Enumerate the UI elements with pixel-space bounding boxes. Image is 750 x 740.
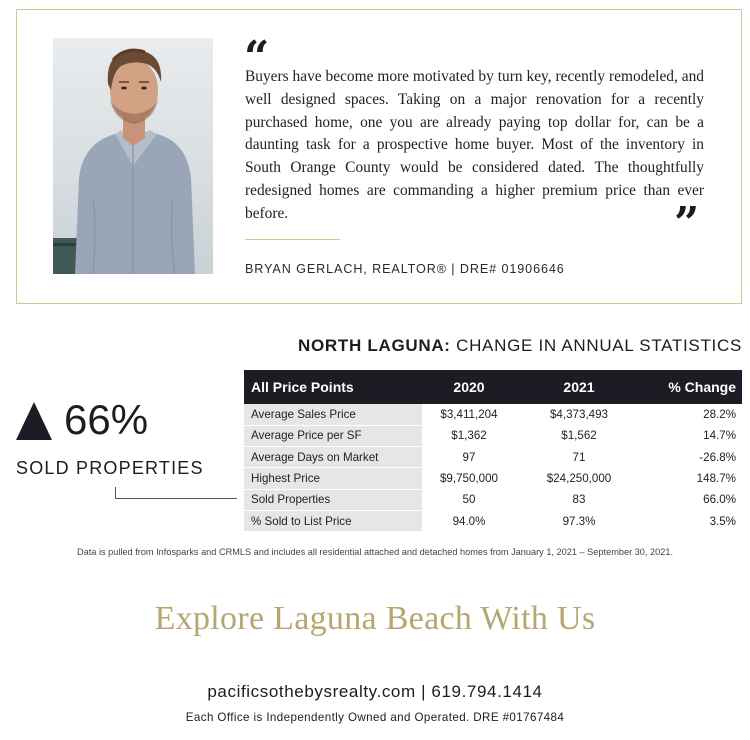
value-change: 3.5% bbox=[642, 510, 742, 531]
header-change: % Change bbox=[642, 370, 742, 404]
testimonial-text: Buyers have become more motivated by turn key, recently remodeled, and well designed spaces. Taking on a major renovation for a recently purchased home, one you are already paying top dollar for, can be a daunting task for a prospective home buyer. Most of the inventory in South Orange County would be considered dated. The thoughtfully redesigned homes are commanding a higher premium price than ever before. bbox=[245, 68, 704, 222]
value-2020: 94.0% bbox=[422, 510, 516, 531]
value-change: 148.7% bbox=[642, 468, 742, 489]
header-2020: 2020 bbox=[422, 370, 516, 404]
tagline: Explore Laguna Beach With Us bbox=[154, 600, 596, 637]
highlight-label: SOLD PROPERTIES bbox=[16, 458, 204, 478]
table-row bbox=[244, 404, 742, 425]
table-row bbox=[244, 510, 742, 531]
value-change: -26.8% bbox=[642, 447, 742, 468]
testimonial-card bbox=[16, 9, 742, 304]
value-change: 14.7% bbox=[642, 425, 742, 446]
header-price-points: All Price Points bbox=[244, 370, 422, 404]
value-2021: 83 bbox=[516, 489, 642, 510]
stats-title-area: NORTH LAGUNA: bbox=[298, 336, 451, 355]
agent-portrait-photo bbox=[53, 38, 213, 274]
close-quote-icon: ” bbox=[674, 198, 700, 249]
open-quote-icon: “ bbox=[244, 32, 270, 83]
row-label: % Sold to List Price bbox=[244, 510, 422, 531]
value-change: 66.0% bbox=[642, 489, 742, 510]
up-triangle-icon bbox=[16, 402, 52, 440]
value-2020: $3,411,204 bbox=[422, 404, 516, 425]
value-2020: $1,362 bbox=[422, 425, 516, 446]
header-2021: 2021 bbox=[516, 370, 642, 404]
table-row bbox=[244, 489, 742, 510]
value-2021: $4,373,493 bbox=[516, 404, 642, 425]
value-2021: $1,562 bbox=[516, 425, 642, 446]
data-source-footnote: Data is pulled from Infosparks and CRMLS and includes all residential attached and detached homes from January 1, 2021 – September 30, 2021. bbox=[76, 547, 673, 557]
value-2020: $9,750,000 bbox=[422, 468, 516, 489]
value-2021: $24,250,000 bbox=[516, 468, 642, 489]
row-label: Highest Price bbox=[244, 468, 422, 489]
value-2021: 97.3% bbox=[516, 510, 642, 531]
connector-line bbox=[115, 487, 237, 499]
stats-table bbox=[244, 370, 742, 532]
row-label: Sold Properties bbox=[244, 489, 422, 510]
table-row bbox=[244, 468, 742, 489]
row-label: Average Price per SF bbox=[244, 425, 422, 446]
highlight-value: 66% bbox=[64, 396, 149, 443]
divider bbox=[245, 239, 340, 240]
table-row bbox=[244, 425, 742, 446]
testimonial-author: BRYAN GERLACH, REALTOR® | DRE# 01906646 bbox=[245, 262, 565, 276]
value-change: 28.2% bbox=[642, 404, 742, 425]
value-2020: 97 bbox=[422, 447, 516, 468]
value-2020: 50 bbox=[422, 489, 516, 510]
row-label: Average Sales Price bbox=[244, 404, 422, 425]
stats-title bbox=[298, 336, 742, 356]
table-header-row bbox=[244, 370, 742, 404]
row-label: Average Days on Market bbox=[244, 447, 422, 468]
table-row bbox=[244, 447, 742, 468]
office-disclaimer: Each Office is Independently Owned and Operated. DRE #01767484 bbox=[185, 711, 565, 724]
value-2021: 71 bbox=[516, 447, 642, 468]
contact-info[interactable]: pacificsothebysrealty.com | 619.794.1414 bbox=[207, 682, 543, 701]
stats-title-subtitle: CHANGE IN ANNUAL STATISTICS bbox=[450, 336, 742, 355]
